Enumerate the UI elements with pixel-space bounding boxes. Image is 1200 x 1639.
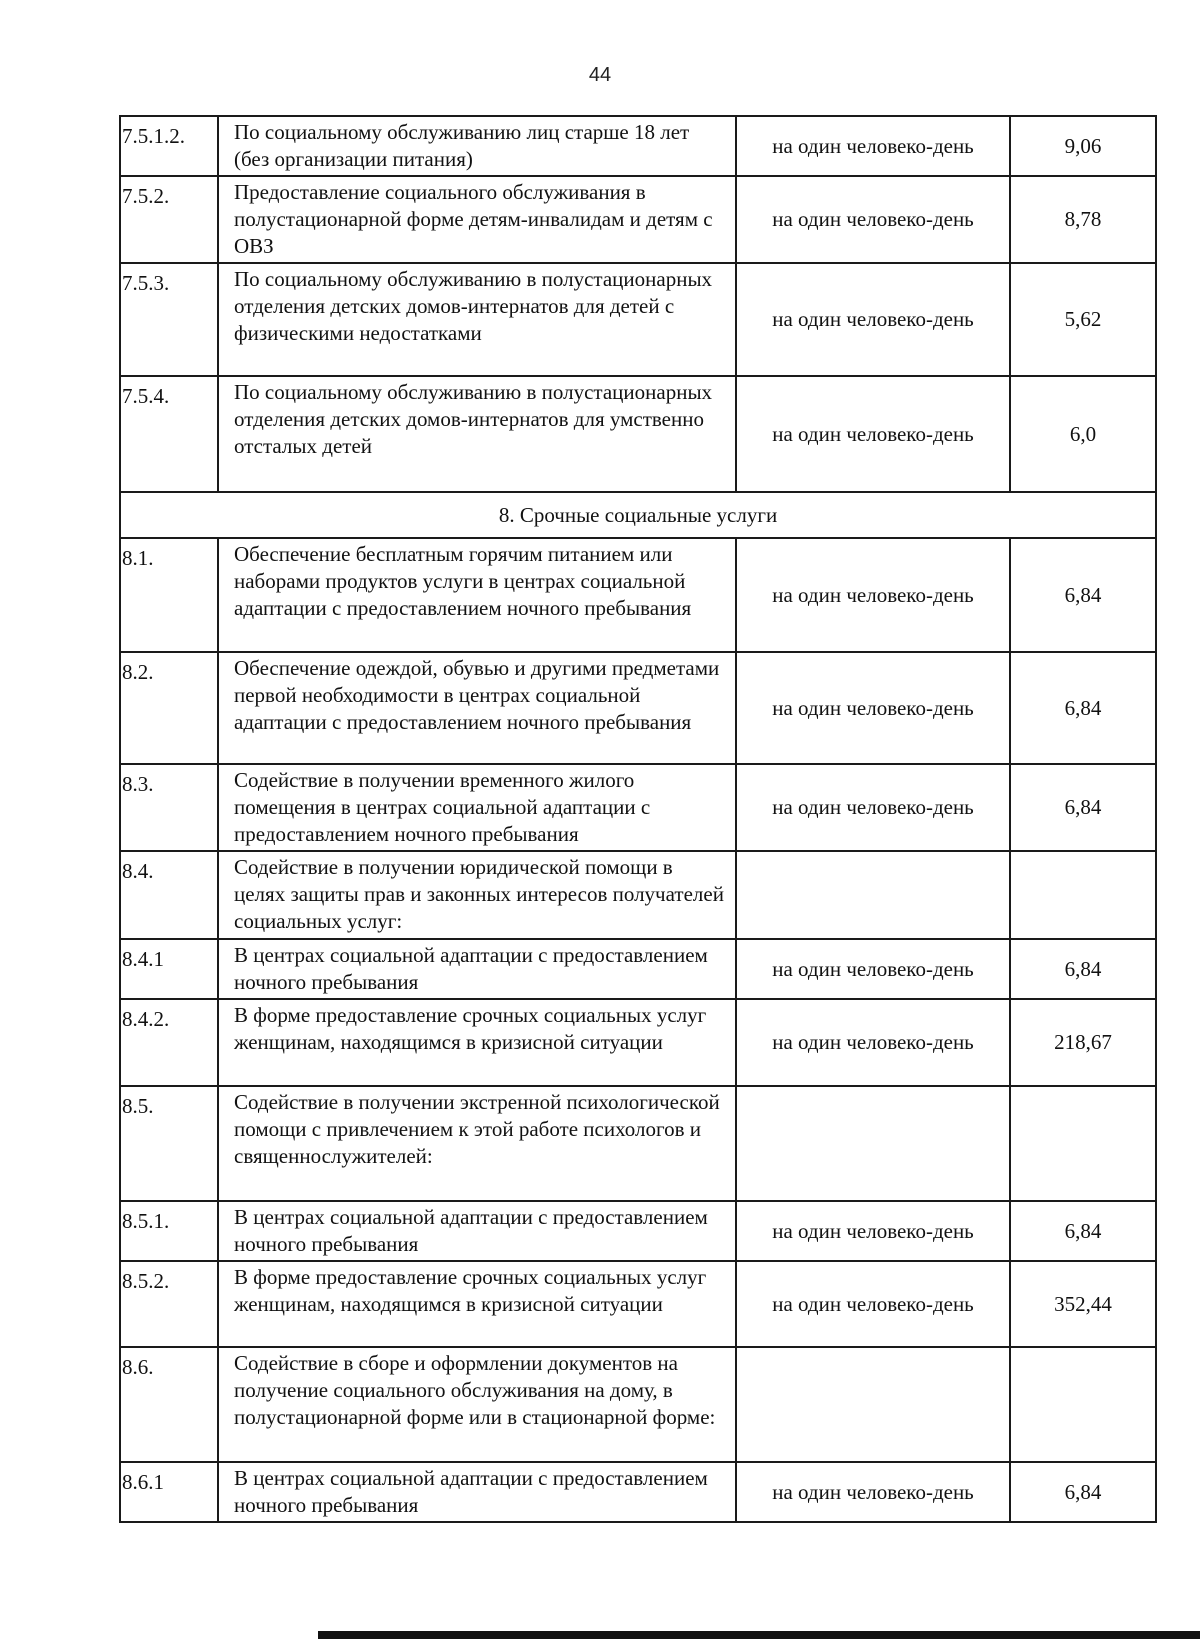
table-row [120,999,1156,1086]
table-row [120,764,1156,851]
item-number: 7.5.2. [120,176,218,263]
table-row [120,116,1156,176]
tariff-value: 6,84 [1010,1201,1156,1261]
tariff-value: 6,84 [1010,764,1156,851]
tariff-value: 6,84 [1010,1462,1156,1522]
table-row [120,652,1156,764]
service-name: В форме предоставление срочных социальных услуг женщинам, находящимся в кризисной ситуации [218,999,736,1086]
unit-of-measure [736,851,1010,939]
item-number: 8.6. [120,1347,218,1462]
service-name: В центрах социальной адаптации с предоставлением ночного пребывания [218,1462,736,1522]
item-number: 8.4.1 [120,939,218,999]
unit-of-measure: на один человеко-день [736,939,1010,999]
table-row [120,176,1156,263]
table-row [120,939,1156,999]
service-name: Содействие в сборе и оформлении документов на получение социального обслуживания на дому, в полустационарной форме или в стационарной форме: [218,1347,736,1462]
table-row [120,263,1156,376]
item-number: 8.5. [120,1086,218,1201]
item-number: 7.5.1.2. [120,116,218,176]
unit-of-measure: на один человеко-день [736,999,1010,1086]
unit-of-measure: на один человеко-день [736,764,1010,851]
service-name: Содействие в получении юридической помощи в целях защиты прав и законных интересов получателей социальных услуг: [218,851,736,939]
unit-of-measure: на один человеко-день [736,538,1010,652]
unit-of-measure: на один человеко-день [736,1261,1010,1347]
tariff-value [1010,1086,1156,1201]
unit-of-measure: на один человеко-день [736,652,1010,764]
unit-of-measure [736,1347,1010,1462]
item-number: 8.3. [120,764,218,851]
section-header-row [120,492,1156,538]
table-row [120,1086,1156,1201]
scan-edge-line [318,1631,1200,1639]
table-row [120,538,1156,652]
item-number: 8.5.1. [120,1201,218,1261]
page-number: 44 [588,64,612,86]
item-number: 8.4. [120,851,218,939]
unit-of-measure: на один человеко-день [736,116,1010,176]
service-name: По социальному обслуживанию в полустационарных отделения детских домов-интернатов для умственно отсталых детей [218,376,736,492]
tariff-value [1010,1347,1156,1462]
unit-of-measure [736,1086,1010,1201]
unit-of-measure: на один человеко-день [736,263,1010,376]
service-name: Содействие в получении временного жилого помещения в центрах социальной адаптации с предоставлением ночного пребывания [218,764,736,851]
item-number: 8.5.2. [120,1261,218,1347]
tariff-value: 6,0 [1010,376,1156,492]
table-row [120,1347,1156,1462]
tariff-value: 6,84 [1010,652,1156,764]
tariff-value: 8,78 [1010,176,1156,263]
item-number: 8.2. [120,652,218,764]
service-name: Предоставление социального обслуживания в полустационарной форме детям-инвалидам и детям с ОВЗ [218,176,736,263]
unit-of-measure: на один человеко-день [736,1201,1010,1261]
service-name: Обеспечение одеждой, обувью и другими предметами первой необходимости в центрах социальной адаптации с предоставлением ночного пребывания [218,652,736,764]
tariff-table [119,115,1157,1523]
tariff-value: 6,84 [1010,939,1156,999]
item-number: 8.6.1 [120,1462,218,1522]
tariff-value: 5,62 [1010,263,1156,376]
table-row [120,1201,1156,1261]
tariff-value: 218,67 [1010,999,1156,1086]
table-row [120,1462,1156,1522]
item-number: 8.1. [120,538,218,652]
service-name: Содействие в получении экстренной психологической помощи с привлечением к этой работе психологов и священнослужителей: [218,1086,736,1201]
unit-of-measure: на один человеко-день [736,376,1010,492]
service-name: По социальному обслуживанию лиц старше 18 лет (без организации питания) [218,116,736,176]
service-name: В центрах социальной адаптации с предоставлением ночного пребывания [218,1201,736,1261]
section-title: 8. Срочные социальные услуги [120,492,1156,538]
service-name: В центрах социальной адаптации с предоставлением ночного пребывания [218,939,736,999]
item-number: 7.5.3. [120,263,218,376]
unit-of-measure: на один человеко-день [736,1462,1010,1522]
tariff-value: 352,44 [1010,1261,1156,1347]
tariff-value [1010,851,1156,939]
item-number: 8.4.2. [120,999,218,1086]
unit-of-measure: на один человеко-день [736,176,1010,263]
service-name: В форме предоставление срочных социальных услуг женщинам, находящимся в кризисной ситуации [218,1261,736,1347]
service-name: По социальному обслуживанию в полустационарных отделения детских домов-интернатов для детей с физическими недостатками [218,263,736,376]
item-number: 7.5.4. [120,376,218,492]
tariff-value: 6,84 [1010,538,1156,652]
table-row [120,1261,1156,1347]
service-name: Обеспечение бесплатным горячим питанием или наборами продуктов услуги в центрах социальной адаптации с предоставлением ночного пребывания [218,538,736,652]
table-row [120,851,1156,939]
table-row [120,376,1156,492]
tariff-value: 9,06 [1010,116,1156,176]
